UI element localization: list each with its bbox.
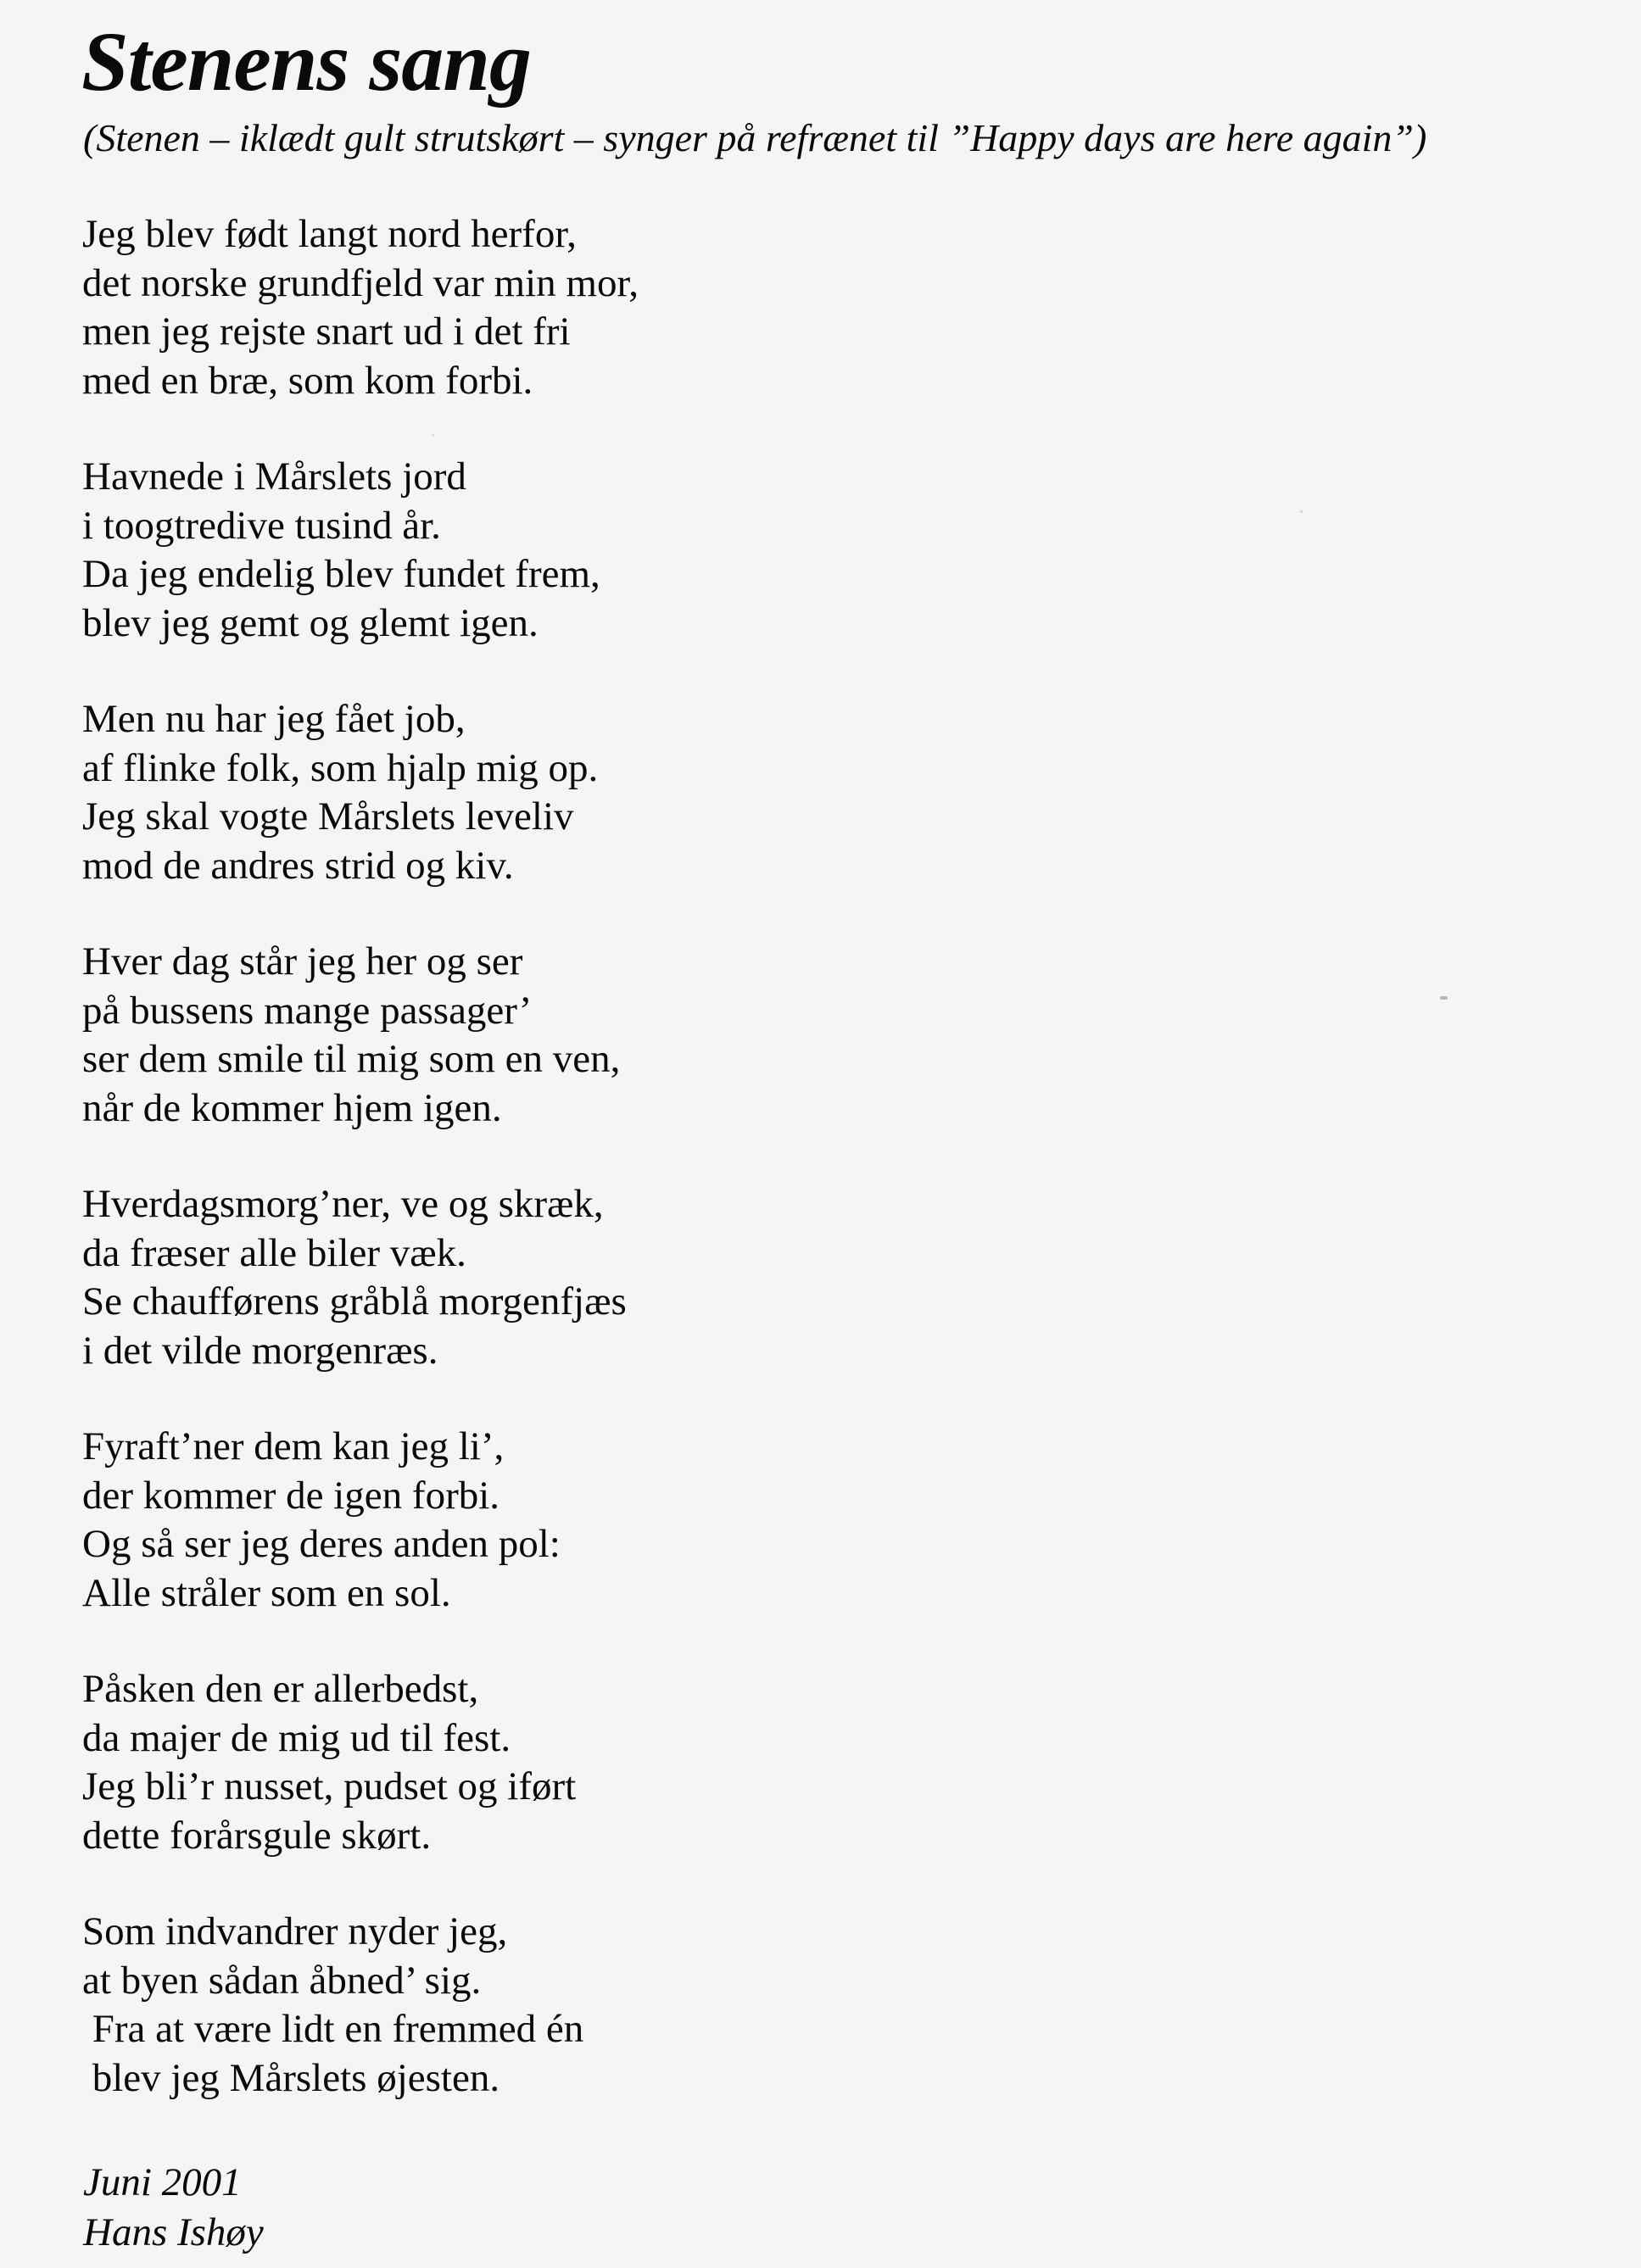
poem-line: på bussens mange passager’ [82,988,533,1033]
poem-subtitle: (Stenen – iklædt gult strutskørt – synger på refrænet til ”Happy days are here again”) [83,116,1427,159]
poem-line: Fra at være lidt en fremmed én [82,2007,584,2051]
poem-line: dette forårsgule skørt. [82,1813,432,1858]
poem-line: i toogtredive tusind år. [82,503,441,548]
poem-date: Juni 2001 [83,2160,242,2204]
poem-line: med en bræ, som kom forbi. [82,358,533,403]
poem-line: blev jeg gemt og glemt igen. [82,600,539,645]
poem-line: ser dem smile til mig som en ven, [82,1037,621,1081]
poem-author: Hans Ishøy [83,2210,264,2254]
poem-line: men jeg rejste snart ud i det fri [82,309,571,354]
poem-line: Jeg skal vogte Mårslets leveliv [82,794,574,839]
poem-line: Alle stråler som en sol. [82,1570,451,1615]
scan-speck [432,434,434,437]
scan-speck [1300,510,1303,513]
poem-line: mod de andres strid og kiv. [82,843,514,888]
signature-block [83,2158,264,2258]
poem-line: det norske grundfjeld var min mor, [82,260,639,305]
poem-line: Påsken den er allerbedst, [82,1667,479,1711]
poem-title: Stenens sang [81,14,531,109]
poem-body [82,210,1015,2150]
poem-line: der kommer de igen forbi. [82,1473,500,1518]
stanza-6 [82,1423,1015,1618]
stanza-4 [82,938,1015,1133]
poem-line: af flinke folk, som hjalp mig op. [82,745,599,790]
scan-speck [1440,996,1448,1000]
stanza-5 [82,1180,1015,1375]
stanza-8 [82,1908,1015,2103]
poem-line: Hver dag står jeg her og ser [82,939,523,984]
poem-line: blev jeg Mårslets øjesten. [82,2055,500,2100]
poem-line: Og så ser jeg deres anden pol: [82,1522,561,1566]
poem-line: Men nu har jeg fået job, [82,697,466,741]
poem-line: Da jeg endelig blev fundet frem, [82,552,600,596]
poem-line: da majer de mig ud til fest. [82,1715,511,1760]
stanza-3 [82,695,1015,890]
stanza-2 [82,453,1015,648]
poem-line: at byen sådan åbned’ sig. [82,1958,482,2003]
stanza-1 [82,210,1015,405]
poem-line: Hverdagsmorg’ner, ve og skræk, [82,1182,604,1226]
poem-line: Som indvandrer nyder jeg, [82,1909,508,1953]
poem-line: Jeg bli’r nusset, pudset og iført [82,1764,577,1808]
poem-line: Fyraft’ner dem kan jeg li’, [82,1424,505,1468]
poem-line: i det vilde morgenræs. [82,1328,438,1373]
poem-line: Havnede i Mårslets jord [82,454,466,499]
poem-line: Se chaufførens gråblå morgenfjæs [82,1279,627,1323]
poem-line: da fræser alle biler væk. [82,1230,466,1275]
stanza-7 [82,1665,1015,1860]
poem-line: når de kommer hjem igen. [82,1085,502,1130]
poem-line: Jeg blev født langt nord herfor, [82,212,577,256]
